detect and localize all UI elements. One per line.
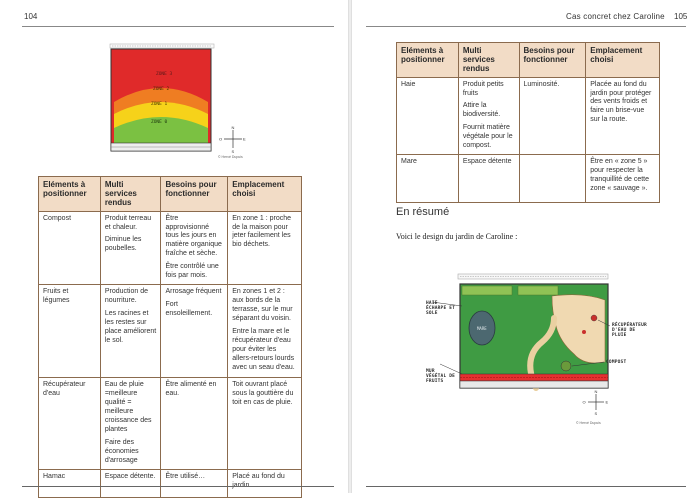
water-tank-icon [591, 315, 597, 321]
compost-icon [561, 361, 571, 371]
cell-services: Espace détente [458, 155, 519, 203]
svg-text:MARE: MARE [477, 326, 487, 331]
cell-element: Mare [397, 155, 459, 203]
zone-label: ZONE 0 [151, 120, 168, 125]
garden-design-illustration [426, 262, 646, 430]
garden-design-figure [426, 262, 646, 430]
left-table [38, 176, 302, 498]
table-row [39, 211, 302, 285]
cell-emplacement: Placé au fond du [228, 469, 302, 497]
page-number: 104 [24, 12, 38, 21]
intro-text: Voici le design du jardin de Caroline : [396, 232, 518, 241]
zone-label: ZONE 3 [156, 72, 173, 77]
cell-services: Eau de pluie =meilleure qualité = meilleure croissance des plantes Faire des économies d'arrosage [100, 378, 161, 470]
svg-text:E: E [605, 399, 609, 405]
label-haie: HAIE ÉCHARPE ET SOLE [426, 301, 456, 316]
cell-element: Fruits et légumes [39, 285, 101, 378]
compass-icon [583, 389, 609, 416]
cell-emplacement: En zones 1 et 2 : aux bords de la terrasse, sur le mur séparant du voisin. Entre la mare et le récupérateur d'eau pour éviter les allers-retours lourds avec un seau d'eau. [228, 285, 302, 378]
svg-text:S: S [231, 149, 235, 154]
zones-illustration [106, 42, 256, 160]
table-row [397, 155, 660, 203]
cell-emplacement: Toit ouvrant placé sous la gouttière du toit en cas de pluie. [228, 378, 302, 470]
page-number: 105 [674, 12, 688, 21]
right-table [396, 42, 660, 203]
compass-icon [219, 125, 246, 154]
running-header: Cas concret chez Caroline [566, 12, 665, 21]
zone-label: ZONE 2 [153, 87, 170, 92]
cell-element: Hamac [39, 469, 101, 497]
col-header-emplacement: Emplacement choisi [228, 177, 302, 212]
cell-element: Récupérateur d'eau [39, 378, 101, 470]
col-header-emplacement: Emplacement choisi [586, 43, 660, 78]
cell-services: Espace détente. [100, 469, 161, 497]
zone-label: ZONE 1 [151, 102, 168, 107]
header-rule [366, 26, 686, 27]
cell-besoins [519, 155, 586, 203]
cell-besoins: Arrosage fréquent Fort ensoleillement. [161, 285, 228, 378]
figure-credit: © Hervé Dupuis [576, 421, 601, 425]
section-title: En résumé [396, 206, 450, 218]
cell-emplacement: Placée au fond du jardin pour protéger des vents froids et faire un brise-vue sur la route. [586, 77, 660, 155]
cell-besoins: Être approvisionné tous les jours en matière organique fraîche et sèche. Être contrôlé une fois par mois. [161, 211, 228, 285]
table-row [39, 378, 302, 470]
label-compost: COMPOST [606, 360, 627, 365]
zones-figure [106, 42, 256, 160]
cell-besoins: Être alimenté en eau. [161, 378, 228, 470]
left-page [0, 0, 348, 493]
cell-services: Production de nourriture. Les racines et les restes sur place améliorent le sol. [100, 285, 161, 378]
col-header-services: Multi services rendus [100, 177, 161, 212]
cell-emplacement: En zone 1 : proche de la maison pour jeter facilement les bio déchets. [228, 211, 302, 285]
table-row [39, 285, 302, 378]
svg-text:E: E [243, 136, 246, 142]
footer-rule [366, 486, 686, 487]
svg-text:S: S [594, 411, 598, 416]
svg-text:O: O [582, 399, 586, 405]
cell-services: Produit petits fruits Attire la biodiversité. Fournit matière végétale pour le compost. [458, 77, 519, 155]
label-recuperateur: RÉCUPÉRATEUR D'EAU DE PLUIE [612, 323, 647, 338]
label-mur: MUR VÉGÉTAL DE FRUITS [426, 369, 456, 384]
cell-element: Compost [39, 211, 101, 285]
col-header-besoins: Besoins pour fonctionner [161, 177, 228, 212]
table-row [397, 77, 660, 155]
header-rule [22, 26, 334, 27]
svg-text:O: O [219, 136, 223, 142]
cell-emplacement: Être en « zone 5 » pour respecter la tranquillité de cette zone « sauvage ». [586, 155, 660, 203]
figure-credit: © Hervé Dupuis [218, 155, 243, 159]
svg-text:N: N [231, 125, 235, 130]
col-header-besoins: Besoins pour fonctionner [519, 43, 586, 78]
col-header-elements: Eléments à positionner [39, 177, 101, 212]
svg-text:N: N [594, 389, 598, 394]
cell-besoins: Être utilisé… [161, 469, 228, 497]
table-row [39, 469, 302, 497]
cell-element: Haie [397, 77, 459, 155]
col-header-services: Multi services rendus [458, 43, 519, 78]
right-page [352, 0, 700, 493]
col-header-elements: Eléments à positionner [397, 43, 459, 78]
cell-services: Produit terreau et chaleur. Diminue les poubelles. [100, 211, 161, 285]
footer-rule [22, 486, 334, 487]
cell-besoins: Luminosité. [519, 77, 586, 155]
